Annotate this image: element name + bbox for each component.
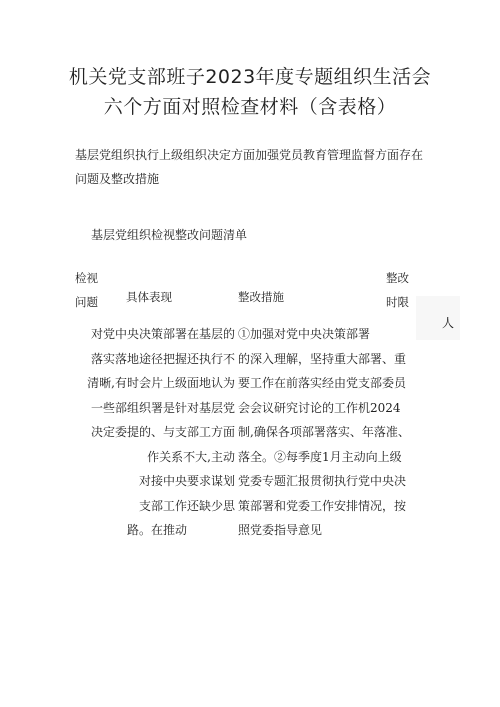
performance-column — [85, 322, 235, 543]
section-intro — [75, 143, 445, 191]
header-responsible-label: 人 — [442, 316, 455, 330]
measures-line: 的深入理解，坚持重大部署、重 — [238, 351, 407, 366]
measures-line: 落全。②每季度1月主动向上级 — [238, 449, 402, 464]
header-deadline-line-1: 整改 — [386, 271, 409, 285]
performance-line: 落实落地途径把握还执行不 — [90, 351, 235, 366]
measures-line: 制,确保各项部署落实、年落准、 — [238, 425, 410, 439]
performance-line: 路。在推动 — [127, 523, 188, 537]
measures-line: ①加强对党中央决策部署 — [238, 327, 371, 341]
performance-line: 作关系不大,主动 — [147, 449, 235, 464]
list-title: 基层党组织检视整改问题清单 — [91, 228, 248, 242]
measures-line: 会会议研究讨论的工作机2024 — [238, 400, 401, 415]
header-issue-line-2: 问题 — [75, 295, 98, 309]
document-title-line-1: 机关党支部班子2023年度专题组织生活会 — [68, 66, 432, 88]
performance-line: 决定委提的、与支部工方面 — [90, 425, 235, 439]
performance-line: 对党中央决策部署在基层的 — [90, 327, 235, 341]
header-issue — [75, 266, 105, 314]
intro-line-1: 基层党组织执行上级组织决定方面加强党员教育管理监督方面存在 — [75, 148, 424, 162]
measures-column — [238, 322, 410, 543]
header-performance: 具体表现 — [126, 290, 172, 304]
measures-line: 照党委指导意见 — [238, 523, 323, 537]
header-deadline — [386, 266, 416, 314]
performance-line: 对接中央要求谋划 — [138, 474, 235, 488]
header-issue-line-1: 检视 — [75, 271, 98, 285]
performance-line: 支部工作还缺少思 — [138, 498, 235, 513]
intro-line-2: 问题及整改措施 — [75, 172, 160, 186]
document-title-line-2: 六个方面对照检查材料（含表格） — [103, 96, 397, 118]
measures-line: 党委专题汇报贯彻执行党中央决 — [238, 474, 407, 488]
measures-line: 要工作在前落实经由党支部委员 — [238, 376, 407, 390]
header-responsible — [416, 296, 460, 340]
performance-line: 一些部组织署是针对基层党 — [90, 400, 235, 415]
performance-line: 清晰,有时会片上级面地认为 — [87, 376, 235, 390]
header-deadline-line-2: 时限 — [386, 295, 409, 309]
header-measures: 整改措施 — [238, 290, 284, 304]
measures-line: 策部署和党委工作安排情况，按 — [238, 498, 407, 513]
